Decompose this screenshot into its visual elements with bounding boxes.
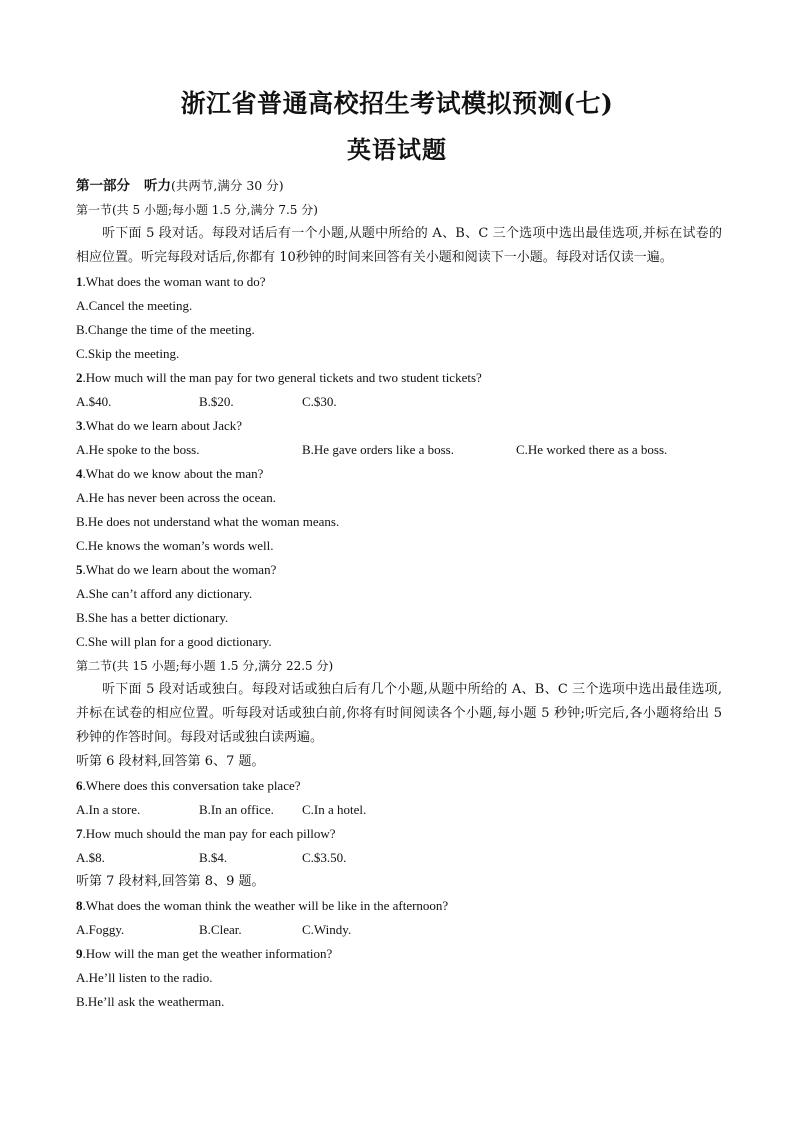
q7-option-b[interactable]: B.$4.	[199, 850, 228, 865]
question-7: 7.How much should the man pay for each pillow?	[76, 826, 336, 841]
part-label: 第一部分	[76, 178, 130, 194]
question-3: 3.What do we learn about Jack?	[76, 418, 243, 433]
part-note: (共两节,满分 30 分)	[171, 178, 284, 193]
q2-option-b[interactable]: B.$20.	[199, 394, 234, 409]
q8-option-b[interactable]: B.Clear.	[199, 922, 242, 937]
question-1: 1.What does the woman want to do?	[76, 274, 266, 289]
q4-option-c[interactable]: C.He knows the woman’s words well.	[76, 538, 274, 553]
part1-heading	[76, 174, 722, 198]
material-6-note: 听第 6 段材料,回答第 6、7 题。	[76, 754, 265, 769]
question-4: 4.What do we know about the man?	[76, 466, 264, 481]
section1-heading: 第一节(共 5 小题;每小题 1.5 分,满分 7.5 分)	[76, 203, 318, 217]
exam-subtitle: 英语试题	[347, 135, 447, 164]
question-9: 9.How will the man get the weather information?	[76, 946, 333, 961]
q9-option-a[interactable]: A.He’ll listen to the radio.	[76, 970, 213, 985]
section1-instructions: 听下面 5 段对话。每段对话后有一个小题,从题中所给的 A、B、C 三个选项中选出最佳选项,并标在试卷的相应位置。听完每段对话后,你都有 10秒钟的时间来回答有关小题和阅读下一小题。每段对话仅读一遍。	[76, 226, 722, 265]
q6-option-a[interactable]: A.In a store.	[76, 802, 141, 817]
q6-options	[76, 798, 722, 822]
q4-option-a[interactable]: A.He has never been across the ocean.	[76, 490, 276, 505]
q7-options	[76, 846, 722, 870]
part-name: 听力	[144, 178, 171, 194]
q2-options	[76, 390, 722, 414]
exam-content	[76, 174, 722, 1014]
material-7-note: 听第 7 段材料,回答第 8、9 题。	[76, 874, 265, 889]
q7-option-c[interactable]: C.$3.50.	[302, 850, 347, 865]
exam-title: 浙江省普通高校招生考试模拟预测(七)	[180, 89, 614, 118]
q1-option-a[interactable]: A.Cancel the meeting.	[76, 298, 193, 313]
q8-options	[76, 918, 722, 942]
question-5: 5.What do we learn about the woman?	[76, 562, 277, 577]
q8-option-c[interactable]: C.Windy.	[302, 922, 352, 937]
q9-option-b[interactable]: B.He’ll ask the weatherman.	[76, 994, 225, 1009]
q1-option-c[interactable]: C.Skip the meeting.	[76, 346, 180, 361]
question-2: 2.How much will the man pay for two general tickets and two student tickets?	[76, 370, 482, 385]
q3-option-b[interactable]: B.He gave orders like a boss.	[302, 442, 454, 457]
q1-option-b[interactable]: B.Change the time of the meeting.	[76, 322, 255, 337]
q5-option-b[interactable]: B.She has a better dictionary.	[76, 610, 229, 625]
q8-option-a[interactable]: A.Foggy.	[76, 922, 125, 937]
q3-options	[76, 438, 722, 462]
q7-option-a[interactable]: A.$8.	[76, 850, 105, 865]
section2-heading: 第二节(共 15 小题;每小题 1.5 分,满分 22.5 分)	[76, 659, 334, 673]
q3-option-a[interactable]: A.He spoke to the boss.	[76, 442, 200, 457]
q6-option-b[interactable]: B.In an office.	[199, 802, 274, 817]
question-8: 8.What does the woman think the weather will be like in the afternoon?	[76, 898, 449, 913]
q2-option-a[interactable]: A.$40.	[76, 394, 112, 409]
q5-option-a[interactable]: A.She can’t afford any dictionary.	[76, 586, 253, 601]
q6-option-c[interactable]: C.In a hotel.	[302, 802, 367, 817]
q2-option-c[interactable]: C.$30.	[302, 394, 337, 409]
section2-instructions: 听下面 5 段对话或独白。每段对话或独白后有几个小题,从题中所给的 A、B、C 三个选项中选出最佳选项,并标在试卷的相应位置。听每段对话或独白前,你将有时间阅读各个小题,每小题 5 秒钟;听完后,各小题将给出 5 秒钟的作答时间。每段对话或独白读两遍。	[76, 682, 722, 745]
question-6: 6.Where does this conversation take place?	[76, 778, 301, 793]
q4-option-b[interactable]: B.He does not understand what the woman means.	[76, 514, 340, 529]
q3-option-c[interactable]: C.He worked there as a boss.	[516, 442, 668, 457]
q5-option-c[interactable]: C.She will plan for a good dictionary.	[76, 634, 272, 649]
